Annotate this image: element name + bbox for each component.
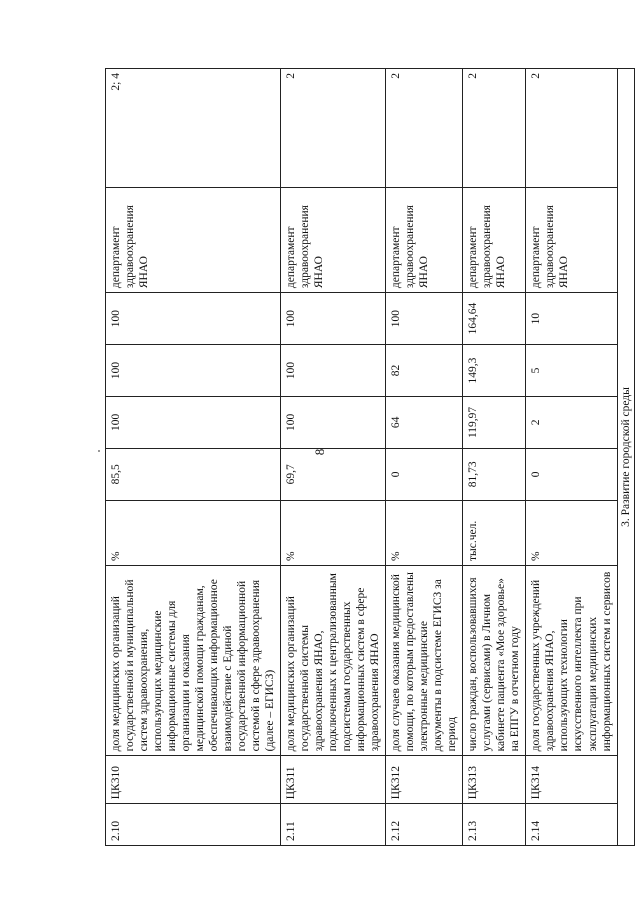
indicator-code: ЦК311: [281, 756, 386, 804]
note: 2; 4: [106, 69, 281, 188]
value-4: 100: [386, 293, 463, 345]
value-4: 100: [281, 293, 386, 345]
value-2: 100: [106, 396, 281, 448]
unit: %: [386, 500, 463, 565]
indicator-description: доля государственных учреждений здравоохранения ЯНАО, использующих технологии искусственного интеллекта при эксплуатации медицинских информационных систем и сервисов: [526, 565, 617, 755]
indicators-table: [105, 68, 635, 846]
indicator-description: число граждан, воспользовавшихся услугами (сервисами) в Личном кабинете пациента «Мое здоровье» на ЕПГУ в отчетном году: [463, 565, 526, 755]
table-row: [526, 69, 617, 846]
value-3: 82: [386, 345, 463, 397]
row-number: 2.12: [386, 804, 463, 846]
value-1: 0: [386, 448, 463, 500]
value-1: 69,7: [281, 448, 386, 500]
responsible-org: департамент здравоохранения ЯНАО: [106, 188, 281, 293]
value-1: 85,5: [106, 448, 281, 500]
note: 2: [386, 69, 463, 188]
row-number: 2.11: [281, 804, 386, 846]
unit: %: [281, 500, 386, 565]
value-4: 100: [106, 293, 281, 345]
value-3: 100: [281, 345, 386, 397]
value-3: 5: [526, 345, 617, 397]
table-row: [106, 69, 281, 846]
indicator-code: ЦК310: [106, 756, 281, 804]
value-3: 149,3: [463, 345, 526, 397]
table-row: [281, 69, 386, 846]
note: 2: [526, 69, 617, 188]
unit: тыс.чел.: [463, 500, 526, 565]
value-4: 10: [526, 293, 617, 345]
value-2: 119,97: [463, 396, 526, 448]
rotated-table-wrapper: [105, 68, 632, 846]
row-number: 2.13: [463, 804, 526, 846]
table-row: [386, 69, 463, 846]
value-3: 100: [106, 345, 281, 397]
value-4: 164,64: [463, 293, 526, 345]
value-2: 64: [386, 396, 463, 448]
table-row: [463, 69, 526, 846]
unit: %: [526, 500, 617, 565]
responsible-org: департамент здравоохранения ЯНАО: [463, 188, 526, 293]
indicator-description: доля медицинских организаций государственной системы здравоохранения ЯНАО, подключенных к централизованным подсистемам государственных информационных систем в сфере здравоохранения ЯНАО: [281, 565, 386, 755]
scan-dot: [98, 450, 100, 452]
row-number: 2.14: [526, 804, 617, 846]
rotated-table-inner: [105, 68, 632, 846]
indicator-code: ЦК314: [526, 756, 617, 804]
responsible-org: департамент здравоохранения ЯНАО: [386, 188, 463, 293]
page-number: 8: [312, 448, 327, 456]
value-2: 2: [526, 396, 617, 448]
responsible-org: департамент здравоохранения ЯНАО: [281, 188, 386, 293]
indicator-code: ЦК312: [386, 756, 463, 804]
unit: %: [106, 500, 281, 565]
indicator-description: доля случаев оказания медицинской помощи, по которым предоставлены электронные медицинские документы в подсистеме ЕГИСЗ за период: [386, 565, 463, 755]
value-1: 81,73: [463, 448, 526, 500]
note: 2: [281, 69, 386, 188]
row-number: 2.10: [106, 804, 281, 846]
section-title: 3. Развитие городской среды: [617, 69, 634, 846]
value-1: 0: [526, 448, 617, 500]
indicator-description: доля медицинских организаций государственной и муниципальной систем здравоохранения, использующих медицинские информационные системы для организации и оказания медицинской помощи гражданам, обеспечивающих информационное взаимодействие с Единой государственной информационной системой в сфере здравоохранения (далее – ЕГИСЗ): [106, 565, 281, 755]
section-row: [617, 69, 634, 846]
indicator-code: ЦК313: [463, 756, 526, 804]
value-2: 100: [281, 396, 386, 448]
responsible-org: департамент здравоохранения ЯНАО: [526, 188, 617, 293]
note: 2: [463, 69, 526, 188]
